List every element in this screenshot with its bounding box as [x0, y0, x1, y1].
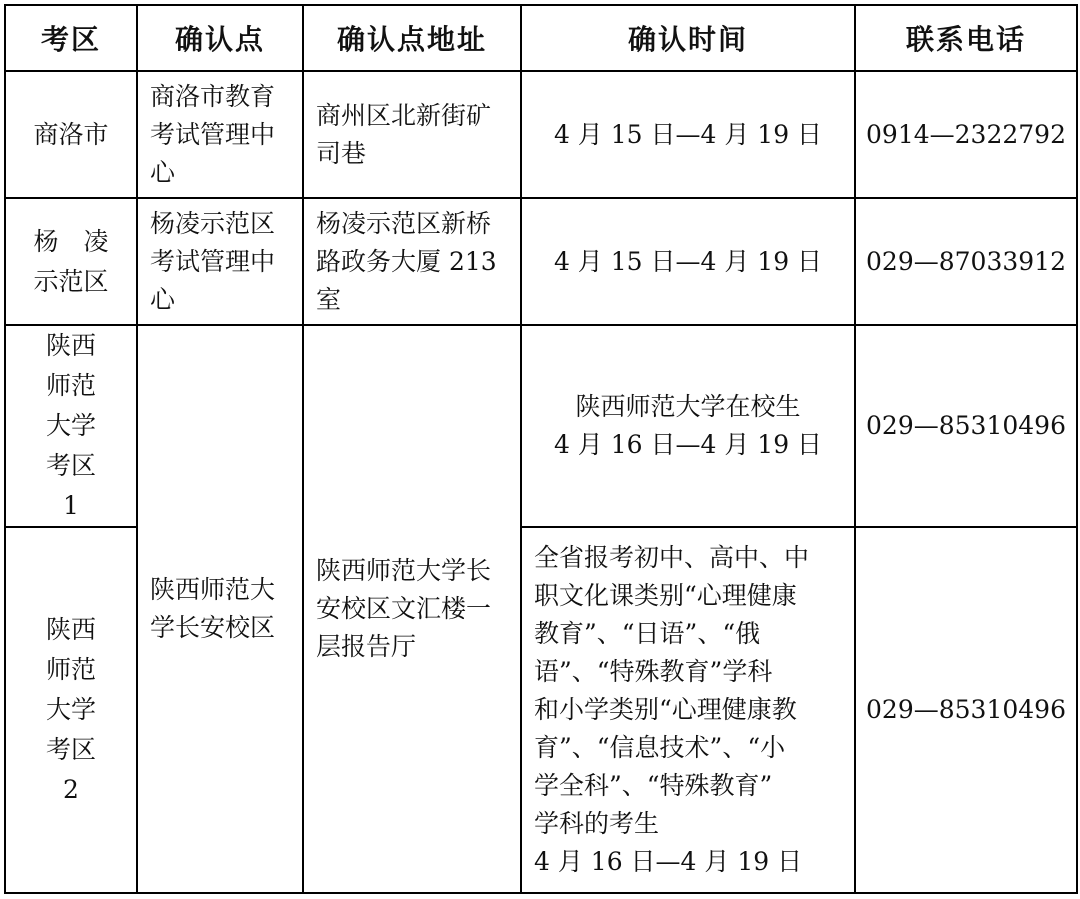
- district-cell: 商洛市: [5, 71, 137, 198]
- district-line: 1: [63, 491, 79, 520]
- time-line: 全省报考初中、高中、中: [534, 543, 810, 572]
- time-line: 4 月 16 日—4 月 19 日: [553, 430, 823, 459]
- header-point: 确认点: [137, 5, 303, 71]
- point-cell: 商洛市教育考试管理中心: [137, 71, 303, 198]
- table-row: [5, 71, 1077, 198]
- confirmation-table: [4, 4, 1078, 894]
- time-line: 和小学类别“心理健康教: [534, 695, 797, 724]
- district-line: 陕西: [45, 331, 96, 360]
- phone-cell: 029—85310496: [855, 527, 1077, 893]
- time-cell: [521, 325, 855, 527]
- shared-point-cell: 陕西师范大学长安校区: [137, 325, 303, 893]
- header-time: 确认时间: [521, 5, 855, 71]
- district-line: 杨 凌: [33, 226, 109, 256]
- time-line: 育”、“信息技术”、“小: [534, 733, 786, 762]
- point-cell: 杨凌示范区考试管理中心: [137, 198, 303, 325]
- district-line: 师范: [45, 371, 96, 400]
- district-line: 大学: [45, 411, 96, 440]
- time-line: 学全科”、“特殊教育”: [534, 771, 773, 800]
- district-line: 师范: [45, 655, 96, 684]
- phone-cell: 029—85310496: [855, 325, 1077, 527]
- time-line: 职文化课类别“心理健康: [534, 581, 797, 610]
- district-line: 考区: [45, 735, 96, 764]
- header-phone: 联系电话: [855, 5, 1077, 71]
- district-line: 示范区: [33, 266, 109, 296]
- phone-cell: 029—87033912: [855, 198, 1077, 325]
- district-cell: [5, 325, 137, 527]
- table-row: [5, 325, 1077, 527]
- time-line: 4 月 16 日—4 月 19 日: [534, 847, 803, 876]
- district-line: 陕西: [45, 615, 96, 644]
- district-cell: [5, 527, 137, 893]
- time-line: 语”、“特殊教育”学科: [534, 657, 773, 686]
- district-line: 大学: [45, 695, 96, 724]
- time-line: 学科的考生: [534, 809, 660, 838]
- header-district: 考区: [5, 5, 137, 71]
- time-cell: 4 月 15 日—4 月 19 日: [521, 198, 855, 325]
- time-cell: 4 月 15 日—4 月 19 日: [521, 71, 855, 198]
- district-line: 2: [63, 775, 79, 804]
- header-address: 确认点地址: [303, 5, 521, 71]
- time-line: 陕西师范大学在校生: [575, 392, 801, 421]
- district-line: 考区: [45, 451, 96, 480]
- address-cell: 杨凌示范区新桥路政务大厦 213 室: [303, 198, 521, 325]
- shared-address-cell: 陕西师范大学长安校区文汇楼一层报告厅: [303, 325, 521, 893]
- address-cell: 商州区北新街矿司巷: [303, 71, 521, 198]
- header-row: [5, 5, 1077, 71]
- time-line: 教育”、“日语”、“俄: [534, 619, 761, 648]
- phone-cell: 0914—2322792: [855, 71, 1077, 198]
- table-row: [5, 198, 1077, 325]
- time-cell: [521, 527, 855, 893]
- district-cell: [5, 198, 137, 325]
